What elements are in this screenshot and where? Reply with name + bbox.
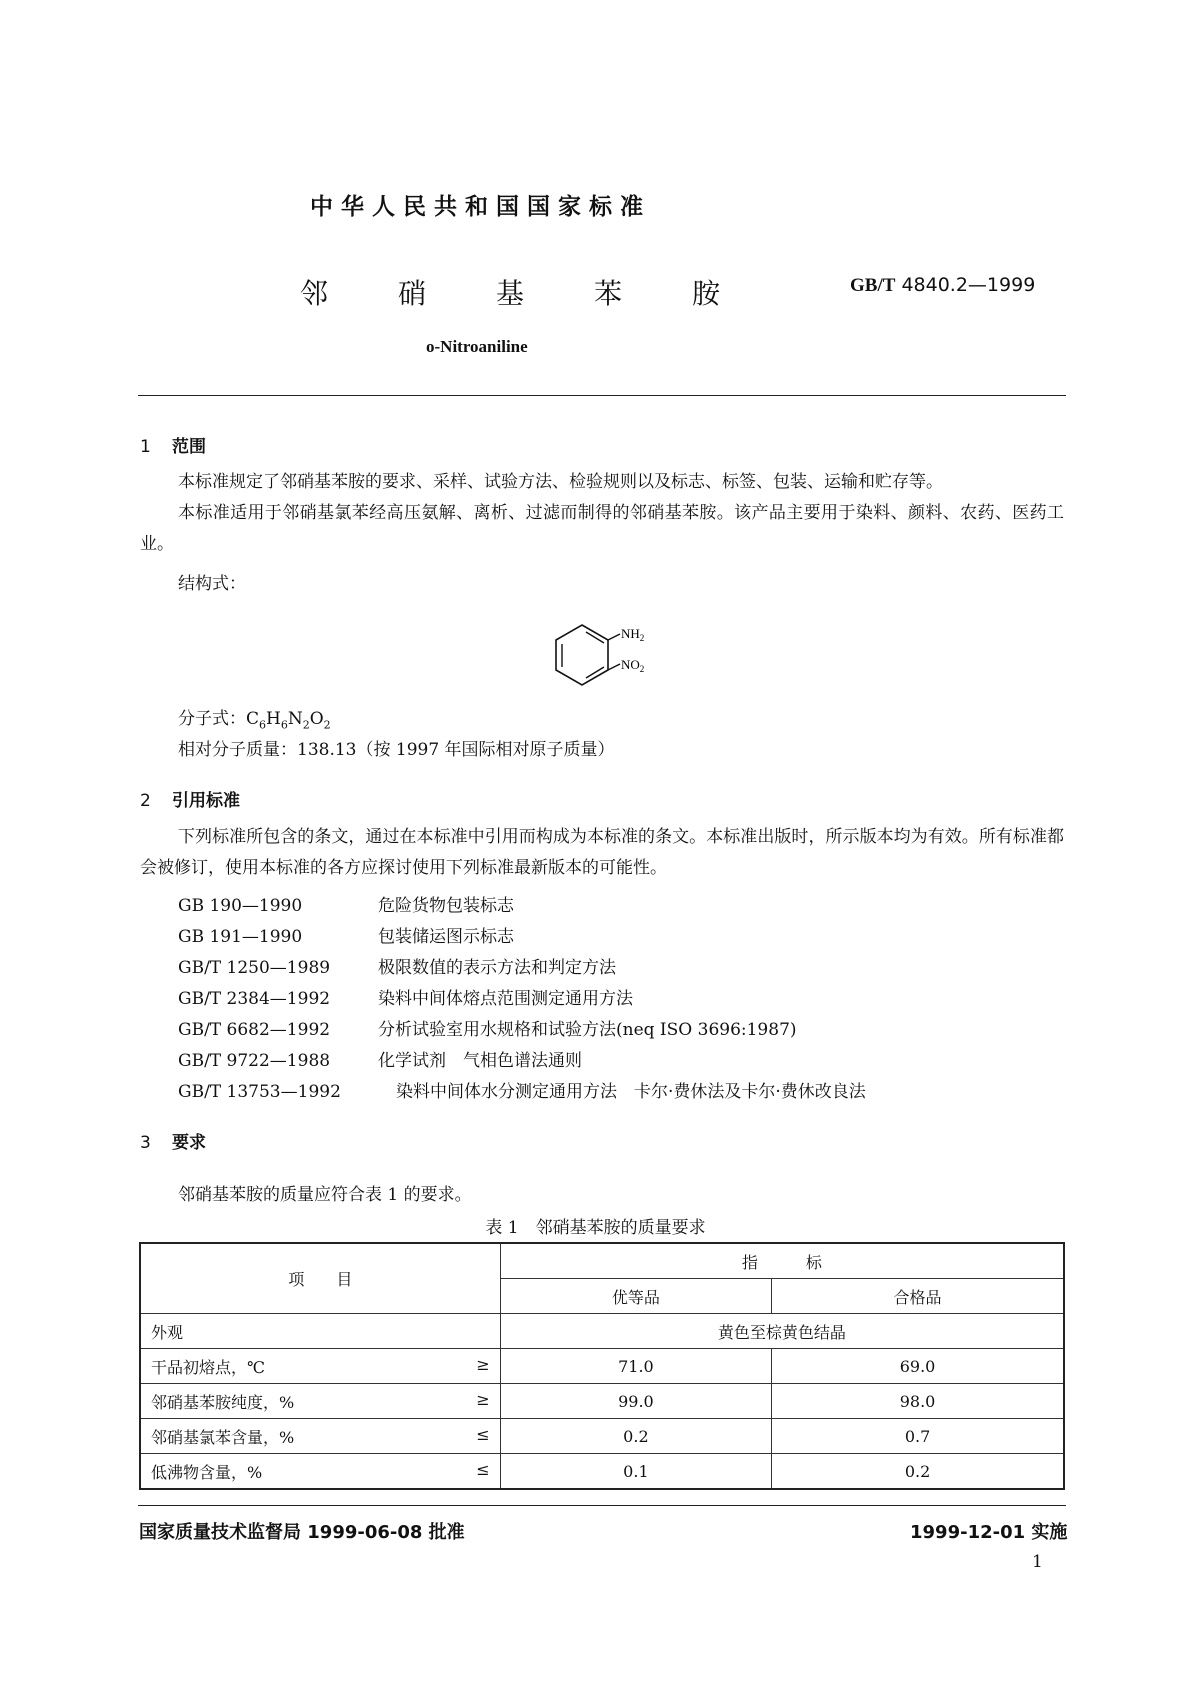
amine-group-label: $NH_2$ <box>621 626 645 643</box>
formula-o: O <box>309 709 324 729</box>
standard-code: 4840.2—1999 <box>901 274 1036 296</box>
header-grade-premium: 优等品 <box>500 1279 771 1314</box>
title-char: 胺 <box>691 277 720 310</box>
reference-item <box>178 1046 582 1071</box>
table-caption: 表 1 邻硝基苯胺的质量要求 <box>485 1218 706 1238</box>
nitro-group-label: $NO_2$ <box>621 657 645 674</box>
header-grade-qualified: 合格品 <box>772 1279 1064 1314</box>
header-item: 项 目 <box>140 1243 500 1314</box>
row-item-cell <box>140 1349 500 1384</box>
reference-item <box>178 953 616 978</box>
quality-requirements-table <box>139 1242 1065 1490</box>
formula-c-count: 6 <box>259 718 267 732</box>
reference-name: 包装储运图示标志 <box>378 927 514 947</box>
row-value: 黄色至棕黄色结晶 <box>500 1314 1064 1349</box>
reference-name: 染料中间体水分测定通用方法 卡尔·费休法及卡尔·费休改良法 <box>396 1082 866 1102</box>
molecular-formula <box>178 704 331 731</box>
formula-h: H <box>266 709 281 729</box>
row-grade2: 69.0 <box>772 1349 1064 1384</box>
section-1-paragraph-1: 本标准规定了邻硝基苯胺的要求、采样、试验方法、检验规则以及标志、标签、包装、运输和贮存等。 <box>178 472 943 492</box>
title-char: 基 <box>495 277 524 310</box>
title-char: 邻 <box>300 277 329 310</box>
formula-c: C <box>246 709 260 729</box>
section-number: 1 <box>140 437 151 457</box>
formula-h-count: 6 <box>280 718 288 732</box>
row-grade2: 0.2 <box>772 1454 1064 1490</box>
ring-double-bond <box>586 632 604 643</box>
reference-name: 化学试剂 气相色谱法通则 <box>378 1051 582 1071</box>
section-2-intro: 下列标准所包含的条文，通过在本标准中引用而构成为本标准的条文。本标准出版时，所示版本均为有效。所有标准都会被修订，使用本标准的各方应探讨使用下列标准最新版本的可能性。 <box>140 827 1064 878</box>
formula-n-count: 2 <box>302 718 310 732</box>
row-grade1: 71.0 <box>500 1349 771 1384</box>
reference-code: GB 191—1990 <box>178 927 303 947</box>
reference-code: GB/T 6682—1992 <box>178 1020 331 1040</box>
section-3-heading <box>140 1128 206 1153</box>
page-number: 1 <box>1032 1552 1043 1572</box>
section-2-heading <box>140 786 240 811</box>
row-grade1: 0.2 <box>500 1419 771 1454</box>
structure-label: 结构式： <box>178 574 246 594</box>
national-standard-heading: 中华人民共和国国家标准 <box>310 194 651 220</box>
section-title: 引用标准 <box>172 791 240 811</box>
section-3-intro: 邻硝基苯胺的质量应符合表 1 的要求。 <box>178 1185 472 1205</box>
row-operator: ≥ <box>476 1389 490 1409</box>
reference-code: GB/T 13753—1992 <box>178 1082 341 1102</box>
benzene-ring <box>556 625 608 685</box>
english-title: o-Nitroaniline <box>426 337 528 356</box>
formula-n: N <box>287 709 303 729</box>
reference-name: 极限数值的表示方法和判定方法 <box>378 958 616 978</box>
reference-item <box>178 1077 866 1102</box>
section-number: 3 <box>140 1133 151 1153</box>
title-char: 苯 <box>593 277 622 310</box>
section-title: 要求 <box>172 1133 206 1153</box>
reference-code: GB/T 2384—1992 <box>178 989 331 1009</box>
formula-o-count: 2 <box>323 718 331 732</box>
row-item: 邻硝基苯胺纯度，% <box>151 1392 295 1412</box>
section-1-heading <box>140 432 206 457</box>
row-grade2: 98.0 <box>772 1384 1064 1419</box>
row-grade1: 0.1 <box>500 1454 771 1490</box>
table-row <box>140 1384 1064 1419</box>
structural-formula <box>540 620 650 692</box>
reference-item <box>178 922 514 947</box>
row-item: 外观 <box>140 1314 500 1349</box>
reference-name: 分析试验室用水规格和试验方法(neq ISO 3696:1987) <box>378 1020 797 1040</box>
amine-bond <box>608 634 620 640</box>
row-grade2: 0.7 <box>772 1419 1064 1454</box>
reference-code: GB/T 1250—1989 <box>178 958 331 978</box>
table-row <box>140 1349 1064 1384</box>
reference-code: GB 190—1990 <box>178 896 303 916</box>
reference-item <box>178 984 633 1009</box>
standard-prefix: GB/T <box>850 275 896 296</box>
table-header-row <box>140 1243 1064 1279</box>
row-grade1: 99.0 <box>500 1384 771 1419</box>
reference-item <box>178 1015 797 1040</box>
ring-double-bond <box>586 667 604 678</box>
reference-name: 危险货物包装标志 <box>378 896 514 916</box>
reference-item <box>178 891 514 916</box>
title-char: 硝 <box>397 277 426 310</box>
row-operator: ≥ <box>476 1354 490 1374</box>
row-item: 干品初熔点，℃ <box>151 1357 265 1377</box>
nitro-bond <box>608 664 620 670</box>
row-item-cell <box>140 1384 500 1419</box>
row-operator: ≤ <box>476 1424 490 1444</box>
header-divider <box>138 395 1066 396</box>
row-item-cell <box>140 1454 500 1490</box>
document-title <box>300 272 720 312</box>
row-operator: ≤ <box>476 1459 490 1479</box>
standard-number <box>850 274 1035 297</box>
row-item-cell <box>140 1419 500 1454</box>
section-title: 范围 <box>172 437 206 457</box>
table-row <box>140 1454 1064 1490</box>
row-item: 低沸物含量，% <box>151 1462 263 1482</box>
table-row <box>140 1314 1064 1349</box>
row-item: 邻硝基氯苯含量，% <box>151 1427 295 1447</box>
implementation-date: 1999-12-01 实施 <box>910 1522 1068 1543</box>
table-row <box>140 1419 1064 1454</box>
section-number: 2 <box>140 791 151 811</box>
relative-molecular-mass: 相对分子质量：138.13（按 1997 年国际相对原子质量） <box>178 740 615 760</box>
formula-label: 分子式： <box>178 709 246 729</box>
footer-divider <box>138 1505 1066 1506</box>
section-1-paragraph-2: 本标准适用于邻硝基氯苯经高压氨解、离析、过滤而制得的邻硝基苯胺。该产品主要用于染料、颜料、农药、医药工业。 <box>140 503 1064 554</box>
approval-line: 国家质量技术监督局 1999-06-08 批准 <box>139 1522 465 1543</box>
reference-name: 染料中间体熔点范围测定通用方法 <box>378 989 633 1009</box>
header-index: 指 标 <box>500 1243 1064 1279</box>
reference-code: GB/T 9722—1988 <box>178 1051 331 1071</box>
